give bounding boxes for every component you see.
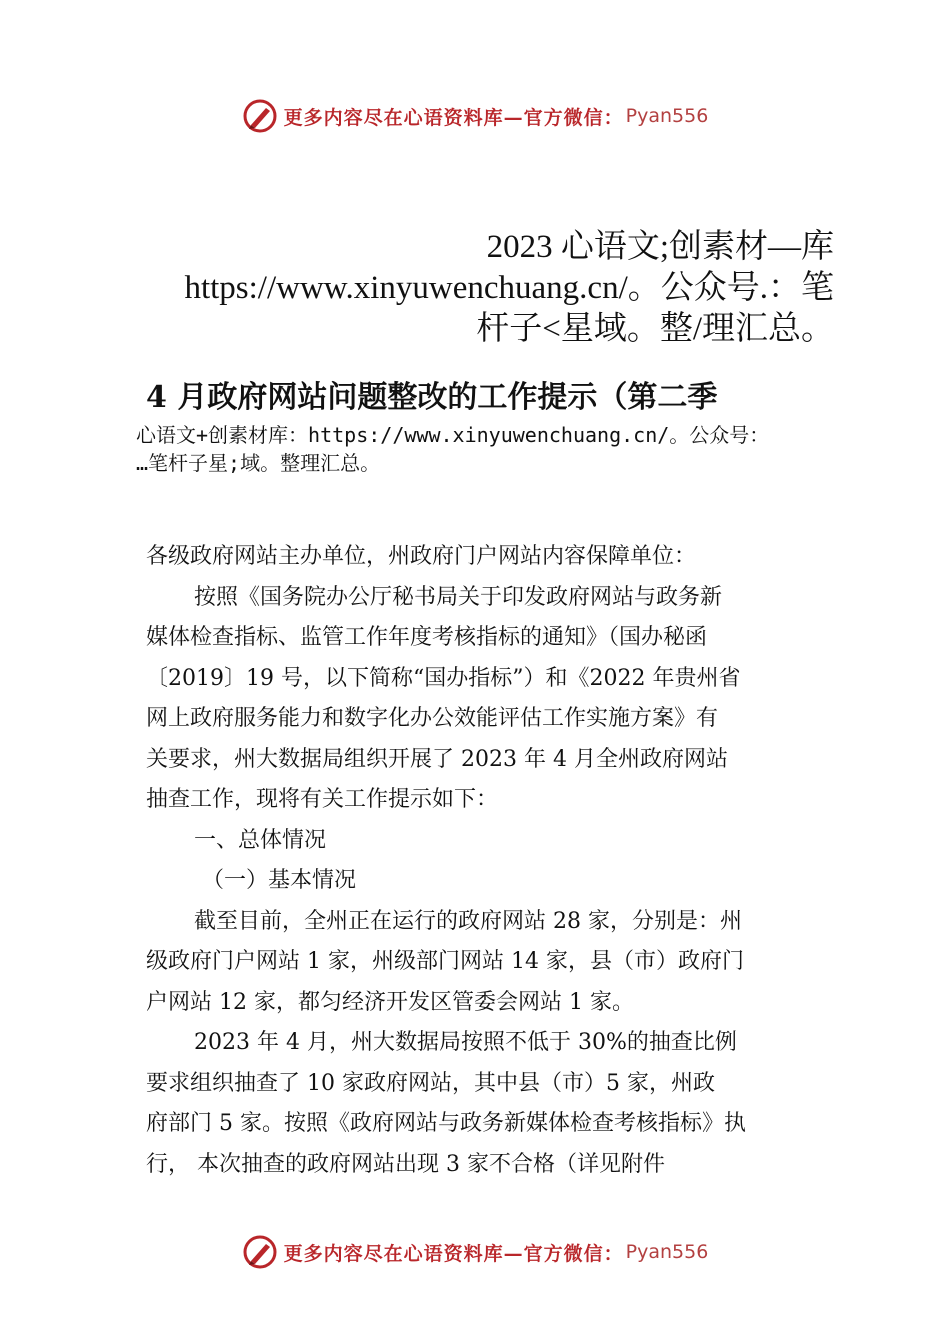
- pen-logo-icon: [242, 98, 278, 134]
- document-body: [146, 537, 826, 1185]
- banner-text: 更多内容尽在心语资料库—官方微信：: [283, 1242, 624, 1265]
- banner-wechat-id: Pyan556: [625, 105, 709, 127]
- header-line-3: 杆子<星域。整/理汇总。: [476, 311, 834, 347]
- document-title: 4 月政府网站问题整改的工作提示（第二季: [146, 380, 718, 415]
- top-banner: [0, 96, 950, 136]
- body-line: 〔2019〕19 号，以下简称“国办指标”）和《2022 年贵州省: [146, 665, 741, 691]
- body-line: 截至目前，全州正在运行的政府网站 28 家，分别是：州: [194, 908, 742, 934]
- body-line: 一、总体情况: [194, 827, 327, 853]
- body-line: 各级政府网站主办单位，州政府门户网站内容保障单位：: [146, 544, 697, 569]
- body-line: 行， 本次抽查的政府网站出现 3 家不合格（详见附件: [146, 1151, 665, 1177]
- banner-wechat-id: Pyan556: [625, 1241, 709, 1263]
- body-line: 抽查工作，现将有关工作提示如下：: [146, 787, 499, 812]
- body-line: 关要求，州大数据局组织开展了 2023 年 4 月全州政府网站: [146, 746, 728, 772]
- body-line: 级政府门户网站 1 家，州级部门网站 14 家，县（市）政府门: [146, 949, 744, 974]
- header-line-2: https://www.xinyuwenchuang.cn/。公众号.：笔: [184, 270, 834, 306]
- body-line: 要求组织抽查了 10 家政府网站，其中县（市）5 家，州政: [146, 1070, 715, 1096]
- banner-text: 更多内容尽在心语资料库—官方微信：: [283, 106, 624, 129]
- body-line: 户网站 12 家，都匀经济开发区管委会网站 1 家。: [146, 989, 634, 1015]
- body-line: 2023 年 4 月，州大数据局按照不低于 30%的抽查比例: [194, 1030, 737, 1055]
- subheader-line-1: 心语文+创素材库：https://www.xinyuwenchuang.cn/。公众号：: [136, 423, 770, 447]
- pen-logo-icon: [242, 1234, 278, 1270]
- body-line: （一）基本情况: [202, 868, 357, 893]
- body-line: 按照《国务院办公厅秘书局关于印发政府网站与政务新: [194, 584, 723, 610]
- body-line: 府部门 5 家。按照《政府网站与政务新媒体检查考核指标》执: [146, 1111, 746, 1136]
- body-line: 媒体检查指标、监管工作年度考核指标的通知》（国办秘函: [146, 625, 708, 650]
- subheader-line-2: …笔杆子星;域。整理汇总。: [136, 451, 381, 475]
- bottom-banner: [0, 1232, 950, 1272]
- body-line: 网上政府服务能力和数字化办公效能评估工作实施方案》有: [146, 706, 719, 731]
- header-line-1: 2023 心语文;创素材—库: [486, 229, 834, 265]
